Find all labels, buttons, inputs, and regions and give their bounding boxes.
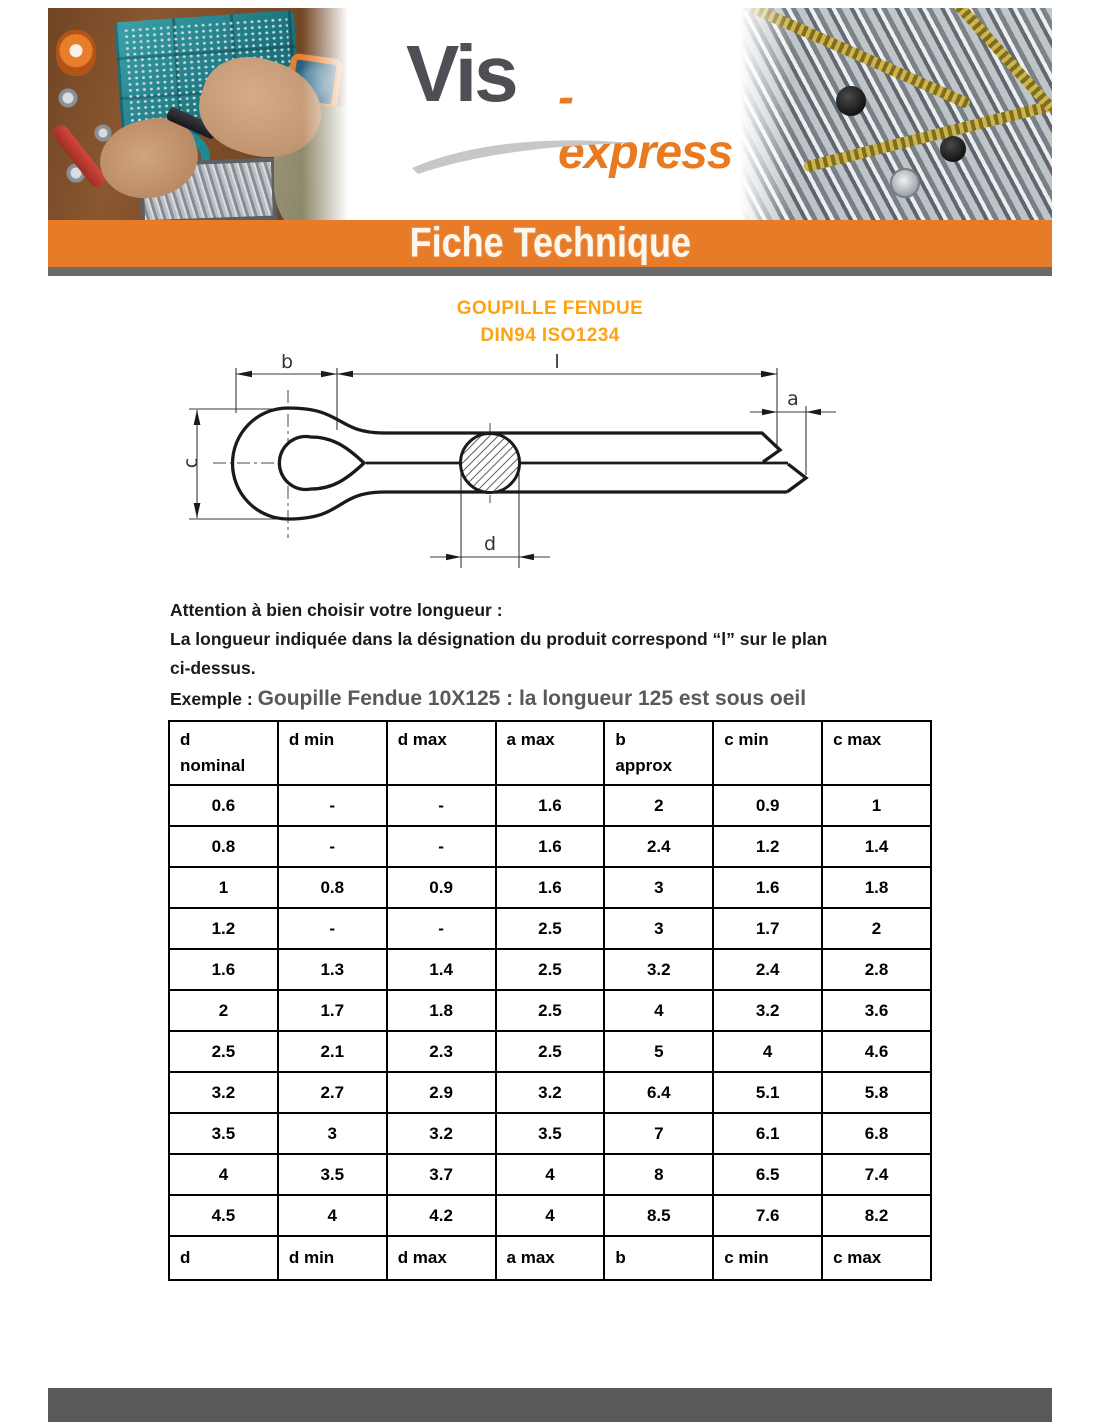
header-line: approx [615, 756, 673, 775]
header-line: a max [506, 730, 555, 749]
table-footer-cell: c max [822, 1236, 931, 1280]
table-cell: 4 [713, 1031, 822, 1072]
note-line3: ci-dessus. [170, 658, 256, 678]
table-cell: 6.1 [713, 1113, 822, 1154]
table-cell: 2.5 [496, 949, 605, 990]
table-cell: 2.4 [713, 949, 822, 990]
table-cell: 1 [169, 867, 278, 908]
dim-label-b: b [280, 351, 294, 373]
workbench-photo [48, 8, 348, 220]
table-cell: 1.6 [496, 785, 605, 826]
table-header-row [169, 721, 931, 785]
table-cell: 3.6 [822, 990, 931, 1031]
table-footer-row [169, 1236, 931, 1280]
dim-label-l: l [554, 351, 560, 373]
table-cell: 8.2 [822, 1195, 931, 1236]
table-cell: 1.7 [713, 908, 822, 949]
table-cell: 1.2 [169, 908, 278, 949]
table-cell: 4.2 [387, 1195, 496, 1236]
screw-head-decor [836, 86, 866, 116]
table-cell: 2 [822, 908, 931, 949]
table-cell: 3.5 [169, 1113, 278, 1154]
table-cell: 5 [604, 1031, 713, 1072]
table-row [169, 826, 931, 867]
table-cell: 1.2 [713, 826, 822, 867]
header-line: b [615, 730, 626, 749]
brand-name-secondary: -express [558, 71, 733, 179]
table-cell: 0.9 [713, 785, 822, 826]
product-subtitle: DIN94 ISO1234 [480, 325, 620, 346]
table-header-cell [169, 721, 278, 785]
table-cell: 3.2 [169, 1072, 278, 1113]
table-footer-cell: d max [387, 1236, 496, 1280]
table-row [169, 785, 931, 826]
table-header-cell [713, 721, 822, 785]
table-footer-cell: c min [713, 1236, 822, 1280]
table-cell: 6.5 [713, 1154, 822, 1195]
table-cell: 3.2 [387, 1113, 496, 1154]
pin-section-circle [461, 434, 520, 493]
example-text: Goupille Fendue 10X125 : la longueur 125 est sous oeil [257, 687, 807, 710]
table-row [169, 949, 931, 990]
table-cell: 5.8 [822, 1072, 931, 1113]
table-cell: 1.6 [169, 949, 278, 990]
table-row [169, 1072, 931, 1113]
product-title-block [48, 295, 1052, 349]
table-cell: 4 [169, 1154, 278, 1195]
example-line [170, 684, 970, 714]
table-footer-cell: d min [278, 1236, 387, 1280]
table-cell: 3.5 [278, 1154, 387, 1195]
table-cell: 5.1 [713, 1072, 822, 1113]
table-cell: 2.7 [278, 1072, 387, 1113]
table-cell: 1.6 [496, 867, 605, 908]
table-cell: - [278, 785, 387, 826]
table-row [169, 1031, 931, 1072]
table-cell: 4 [496, 1154, 605, 1195]
notes-block [170, 596, 970, 714]
table-cell: 1.4 [387, 949, 496, 990]
photo-fade [740, 8, 792, 220]
table-cell: 1.4 [822, 826, 931, 867]
table-cell: 4 [278, 1195, 387, 1236]
table-cell: 7.6 [713, 1195, 822, 1236]
table-cell: 2.5 [169, 1031, 278, 1072]
dim-label-c: c [180, 457, 202, 469]
note-line1: Attention à bien choisir votre longueur : [170, 600, 503, 620]
table-cell: 1 [822, 785, 931, 826]
table-cell: - [278, 908, 387, 949]
table-cell: 1.6 [496, 826, 605, 867]
table-cell: 2.3 [387, 1031, 496, 1072]
table-cell: 1.3 [278, 949, 387, 990]
table-row [169, 867, 931, 908]
table-body [169, 785, 931, 1236]
table-cell: 4 [604, 990, 713, 1031]
table-row [169, 1113, 931, 1154]
table-header-cell [387, 721, 496, 785]
table-cell: 1.6 [713, 867, 822, 908]
brand-logo [348, 8, 740, 220]
table-header-cell [604, 721, 713, 785]
table-cell: 7.4 [822, 1154, 931, 1195]
photo-fade [302, 8, 348, 220]
table-cell: - [387, 826, 496, 867]
table-cell: 4 [496, 1195, 605, 1236]
table-row [169, 990, 931, 1031]
table-cell: 2.1 [278, 1031, 387, 1072]
table-cell: 3.2 [496, 1072, 605, 1113]
table-cell: 1.8 [387, 990, 496, 1031]
table-cell: 0.9 [387, 867, 496, 908]
header-line: nominal [180, 756, 246, 775]
table-cell: 3.5 [496, 1113, 605, 1154]
table-cell: 2.5 [496, 990, 605, 1031]
table-cell: 3.7 [387, 1154, 496, 1195]
table-cell: 3 [604, 867, 713, 908]
table-cell: 6.8 [822, 1113, 931, 1154]
table-cell: - [278, 826, 387, 867]
table-cell: 6.4 [604, 1072, 713, 1113]
header-line: d min [288, 730, 335, 749]
banner-divider [48, 267, 1052, 276]
table-cell: 1.8 [822, 867, 931, 908]
tape-measure-decor [56, 30, 96, 76]
table-footer-cell: b [604, 1236, 713, 1280]
table-cell: 3.2 [604, 949, 713, 990]
table-footer-cell: a max [496, 1236, 605, 1280]
table-cell: 0.8 [169, 826, 278, 867]
table-footer-cell: d [169, 1236, 278, 1280]
table-cell: 2 [169, 990, 278, 1031]
table-cell: 2.4 [604, 826, 713, 867]
table-row [169, 908, 931, 949]
footer-bar [48, 1388, 1052, 1422]
table-cell: 8 [604, 1154, 713, 1195]
table-row [169, 1195, 931, 1236]
table-cell: 2 [604, 785, 713, 826]
table-cell: 2.9 [387, 1072, 496, 1113]
header-line: d [180, 730, 191, 749]
cotter-pin-drawing [160, 348, 860, 588]
logo-swoosh [406, 126, 646, 178]
spec-table [168, 720, 932, 1281]
example-label: Exemple : [170, 689, 253, 709]
banner-title: Fiche Technique [409, 219, 691, 267]
table-cell: 3.2 [713, 990, 822, 1031]
table-cell: 3 [604, 908, 713, 949]
table-cell: 2.5 [496, 1031, 605, 1072]
table-cell: - [387, 908, 496, 949]
table-cell: 1.7 [278, 990, 387, 1031]
table-header-cell [496, 721, 605, 785]
table-cell: 0.6 [169, 785, 278, 826]
table-cell: 7 [604, 1113, 713, 1154]
table-cell: 3 [278, 1113, 387, 1154]
table-cell: 2.8 [822, 949, 931, 990]
banner [48, 220, 1052, 267]
table-header-cell [278, 721, 387, 785]
table-cell: 0.8 [278, 867, 387, 908]
screws-photo [740, 8, 1052, 220]
table-footer [169, 1236, 931, 1280]
table-row [169, 1154, 931, 1195]
brand-name-primary: Vis [406, 29, 516, 118]
table-cell: - [387, 785, 496, 826]
screw-head-decor [890, 168, 920, 198]
table-cell: 4.5 [169, 1195, 278, 1236]
table-cell: 4.6 [822, 1031, 931, 1072]
table-cell: 2.5 [496, 908, 605, 949]
table-cell: 8.5 [604, 1195, 713, 1236]
header-line: c min [724, 730, 769, 749]
dim-label-a: a [787, 388, 799, 410]
header-line: c max [833, 730, 882, 749]
table-header-cell [822, 721, 931, 785]
note-line2: La longueur indiquée dans la désignation du produit correspond “l” sur le plan [170, 629, 828, 649]
dim-label-d: d [483, 533, 497, 555]
header-line: d max [397, 730, 447, 749]
table-header [169, 721, 931, 785]
product-title: GOUPILLE FENDUE [456, 298, 644, 319]
screw-head-decor [940, 136, 966, 162]
